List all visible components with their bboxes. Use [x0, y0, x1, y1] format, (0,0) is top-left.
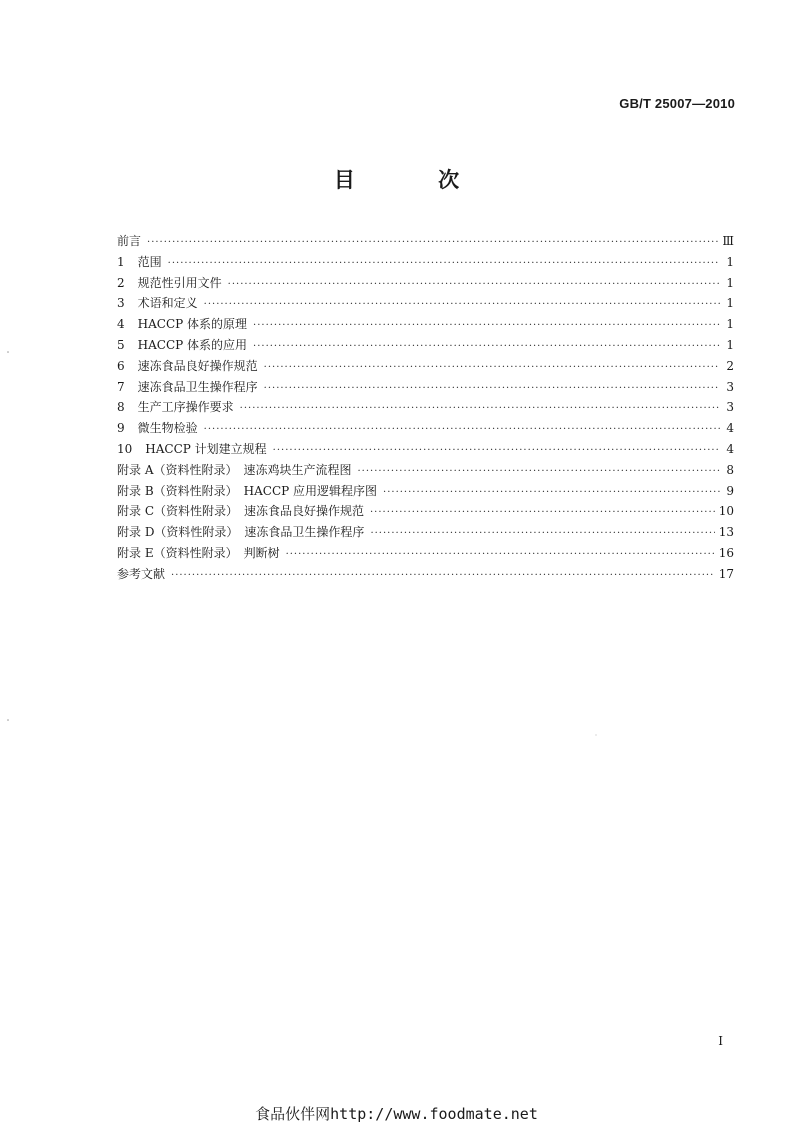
- toc-entry-page: 13: [718, 525, 734, 540]
- toc-entry-page: 2: [726, 358, 734, 373]
- toc-entry-label: 附录 D（资料性附录） 速冻食品卫生操作程序: [117, 525, 365, 540]
- toc-entry-page: 17: [718, 566, 734, 581]
- toc-entry-number: 2: [117, 275, 125, 290]
- toc-entry-label: 规范性引用文件: [137, 275, 222, 290]
- toc-entry-page: 1: [726, 254, 734, 269]
- toc-entry-label: 参考文献: [117, 566, 166, 581]
- toc-entry-page: 3: [726, 400, 734, 415]
- toc-entry-page: 8: [726, 462, 734, 477]
- toc-entry-number: 5: [117, 337, 125, 352]
- toc-entry-label: 速冻食品卫生操作程序: [137, 379, 258, 394]
- toc-entry-label: 附录 E（资料性附录） 判断树: [117, 545, 280, 560]
- toc-entry-page: 16: [718, 545, 734, 560]
- toc-entry-page: 1: [726, 337, 734, 352]
- toc-entry-page: Ⅲ: [722, 234, 734, 248]
- standard-code: GB/T 25007—2010: [619, 96, 735, 111]
- toc-entry-label: 微生物检验: [137, 421, 198, 436]
- toc-entry-label: 生产工序操作要求: [137, 400, 234, 415]
- toc-entry-label: 速冻食品良好操作规范: [137, 358, 258, 373]
- toc-entry-label: HACCP 计划建立规程: [145, 441, 267, 456]
- toc-entry-label: 附录 A（资料性附录） 速冻鸡块生产流程图: [117, 462, 352, 477]
- toc-entry-number: 1: [117, 254, 125, 269]
- toc-entry-number: 6: [117, 358, 125, 373]
- toc-entry-label: HACCP 体系的原理: [137, 317, 248, 332]
- toc-entry-page: 4: [726, 441, 734, 456]
- toc-entry-label: 附录 C（资料性附录） 速冻食品良好操作规范: [117, 504, 364, 519]
- watermark-footer: 食品伙伴网http://www.foodmate.net: [255, 1105, 538, 1123]
- toc-title: 目 次: [333, 168, 498, 192]
- toc-entry-label: 附录 B（资料性附录） HACCP 应用逻辑程序图: [117, 483, 378, 498]
- toc-entry-page: 1: [726, 296, 734, 311]
- toc-entry-page: 4: [726, 421, 734, 436]
- toc-entry-number: 7: [117, 379, 125, 394]
- toc-entry-page: 1: [726, 275, 734, 290]
- toc-entry-number: 4: [117, 317, 125, 332]
- toc-entry-page: 10: [718, 504, 734, 519]
- toc-entry-page: 3: [726, 379, 734, 394]
- toc-entry-label: 前言: [117, 234, 142, 248]
- toc-entry-label: HACCP 体系的应用: [137, 337, 248, 352]
- toc-entry-number: 10: [117, 441, 133, 456]
- toc-entry-number: 3: [117, 296, 125, 311]
- toc-entry-label: 范围: [137, 254, 162, 269]
- toc-entry-page: 9: [726, 483, 734, 498]
- toc-entry-page: 1: [726, 317, 734, 332]
- toc-entry-number: 9: [117, 421, 125, 436]
- toc-entry-number: 8: [117, 400, 125, 415]
- page-number: I: [718, 1034, 723, 1048]
- toc-entry-label: 术语和定义: [137, 296, 198, 311]
